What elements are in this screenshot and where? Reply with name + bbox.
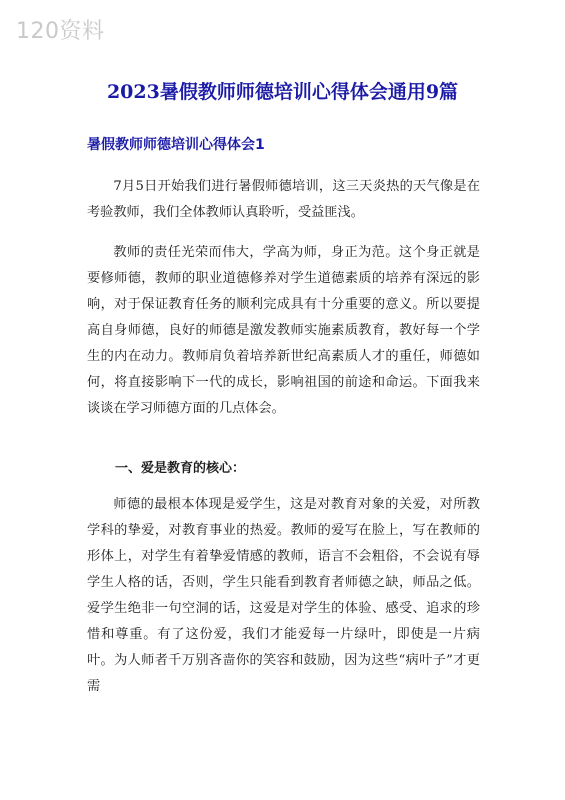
paragraph-intro: 7月5日开始我们进行暑假师德培训，这三天炎热的天气像是在考验教师，我们全体教师认真聆听，受益匪浅。 [87, 179, 480, 220]
document-title: 2023暑假教师师德培训心得体会通用9篇 [106, 81, 459, 103]
section-title: 暑假教师师德培训心得体会1 [87, 137, 265, 153]
watermark-logo: 120资料 [16, 19, 105, 44]
subheading-love-core: 一、爱是教育的核心： [115, 461, 246, 476]
paragraph-love-students: 师德的最根本体现是爱学生，这是对教育对象的关爱，对所教学科的挚爱，对教育事业的热爱。教师的爱写在脸上，写在教师的形体上，对学生有着挚爱情感的教师，语言不会粗俗，不会说有辱学生人格的话，否则，学生只能看到教育者师德之缺，师品之低。爱学生绝非一句空洞的话，这爱是对学生的体验、感受、追求的珍惜和尊重。有了这份爱，我们才能爱每一片绿叶，即使是一片病叶。为人师者千万别吝啬你的笑容和鼓励，因为这些“病叶子”才更需 [87, 497, 480, 694]
paragraph-teacher-responsibility: 教师的责任光荣而伟大，学高为师，身正为范。这个身正就是要修师德，教师的职业道德修养对学生道德素质的培养有深远的影响，对于保证教育任务的顺利完成具有十分重要的意义。所以要提高自身师德，良好的师德是激发教师实施素质教育，教好每一个学生的内在动力。教师肩负着培养新世纪高素质人才的重任，师德如何，将直接影响下一代的成长，影响祖国的前途和命运。下面我来谈谈在学习师德方面的几点体会。 [87, 245, 480, 416]
